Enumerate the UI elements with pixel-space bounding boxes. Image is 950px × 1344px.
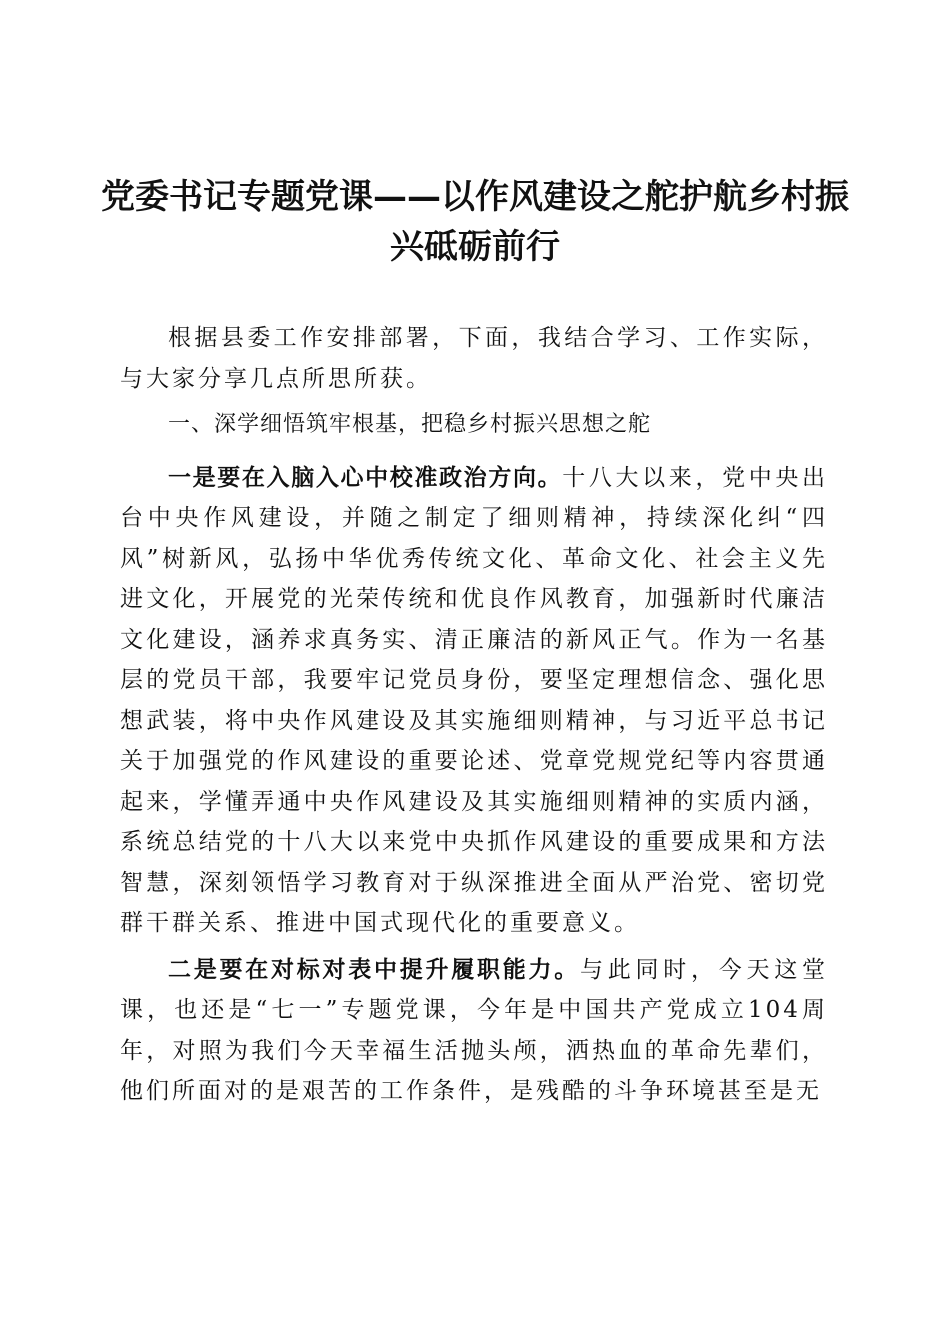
section-heading: 一、深学细悟筑牢根基，把稳乡村振兴思想之舵: [168, 412, 652, 437]
intro-paragraph: 根据县委工作安排部署，下面，我结合学习、工作实际，与大家分享几点所思所获。: [120, 325, 828, 392]
body-paragraph: [120, 458, 828, 944]
paragraph-lead: 二是要在对标对表中提升履职能力。: [168, 956, 580, 983]
paragraph-text: 十八大以来，党中央出台中央作风建设，并随之制定了细则精神，持续深化纠“四风”树新风，弘扬中华优秀传统文化、革命文化、社会主义先进文化，开展党的光荣传统和优良作风教育，加强新时代廉洁文化建设，涵养求真务实、清正廉洁的新风正气。作为一名基层的党员干部，我要牢记党员身份，要坚定理想信念、强化思想武装，将中央作风建设及其实施细则精神，与习近平总书记关于加强党的作风建设的重要论述、党章党规党纪等内容贯通起来，学懂弄通中央作风建设及其实施细则精神的实质内涵，系统总结党的十八大以来党中央抓作风建设的重要成果和方法智慧，深刻领悟学习教育对于纵深推进全面从严治党、密切党群干群关系、推进中国式现代化的重要意义。: [120, 464, 829, 936]
document-body: [120, 318, 828, 1112]
paragraph-text: 与此同时，今天这堂课，也还是“七一”专题党课，今年是中国共产党成立104周年，对照为我们今天幸福生活抛头颅，洒热血的革命先辈们，他们所面对的是艰苦的工作条件，是残酷的斗争环境甚至是无: [120, 956, 828, 1104]
body-paragraph: [120, 950, 828, 1112]
paragraph-lead: 一是要在入脑入心中校准政治方向。: [168, 464, 563, 491]
document-title: 党委书记专题党课——以作风建设之舵护航乡村振兴砥砺前行: [101, 177, 849, 267]
